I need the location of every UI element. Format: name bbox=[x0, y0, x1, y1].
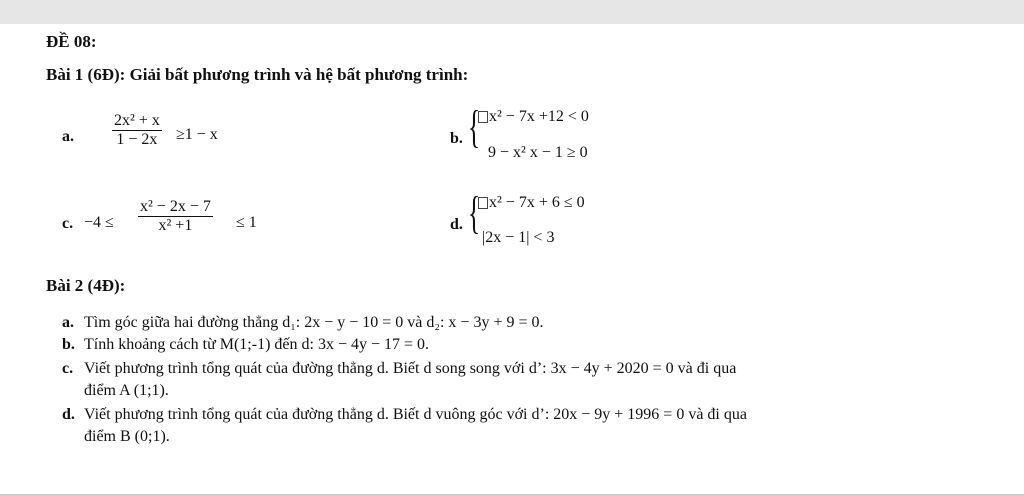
bai1-d-line1: x² − 7x + 6 ≤ 0 bbox=[478, 194, 585, 212]
bai1-c-rhs: ≤ 1 bbox=[236, 214, 257, 231]
bai1-c-label: c. bbox=[62, 215, 74, 232]
bai2-c-text-cont: điểm A (1;1). bbox=[84, 382, 169, 399]
bai1-c-lhs: −4 ≤ bbox=[84, 214, 114, 231]
bai2-a-label: a. bbox=[62, 314, 74, 331]
bai2-d-text: Viết phương trình tổng quát của đường thẳng d. Biết d vuông góc với d’: 20x − 9y + 1996 = 0 và đi qua bbox=[84, 406, 747, 423]
bai1-d-brace: { bbox=[468, 187, 481, 238]
bai1-a-label: a. bbox=[62, 128, 74, 145]
bai1-d-line2: |2x − 1| < 3 bbox=[482, 229, 555, 246]
bai2-a-text: Tìm góc giữa hai đường thẳng d₁: 2x − y − 10 = 0 và d₂: x − 3y + 9 = 0. bbox=[84, 314, 544, 331]
bai1-c-fraction bbox=[138, 198, 213, 235]
bai1-a-rhs: ≥1 − x bbox=[176, 126, 218, 143]
bai2-c-label: c. bbox=[62, 360, 74, 377]
bai1-b-line1: x² − 7x +12 < 0 bbox=[478, 108, 589, 126]
bai1-a-denominator: 1 − 2x bbox=[116, 131, 158, 148]
bai2-b-label: b. bbox=[62, 336, 75, 353]
bai2-heading: Bài 2 (4Đ): bbox=[46, 276, 126, 295]
bai1-d-label: d. bbox=[450, 216, 463, 233]
document-page bbox=[0, 24, 1024, 496]
bai1-b-brace: { bbox=[468, 101, 481, 152]
bai1-heading: Bài 1 (6Đ): Giải bất phương trình và hệ bất phương trình: bbox=[46, 65, 469, 84]
viewer-top-bar bbox=[0, 0, 1024, 24]
bai1-a-fraction bbox=[112, 112, 162, 149]
bai1-c-denominator: x² +1 bbox=[158, 217, 193, 234]
bai1-b-line2: 9 − x² x − 1 ≥ 0 bbox=[488, 144, 588, 161]
exam-title: ĐỀ 08: bbox=[46, 32, 97, 51]
bai1-b-label: b. bbox=[450, 130, 463, 147]
bai2-d-label: d. bbox=[62, 406, 75, 423]
missing-glyph-icon bbox=[478, 197, 488, 209]
bai1-a-numerator: 2x² + x bbox=[114, 112, 160, 129]
bai2-b-text: Tính khoảng cách từ M(1;-1) đến d: 3x − 4y − 17 = 0. bbox=[84, 336, 430, 353]
bai1-c-numerator: x² − 2x − 7 bbox=[140, 198, 211, 215]
missing-glyph-icon bbox=[478, 111, 488, 123]
bai2-c-text: Viết phương trình tổng quát của đường thẳng d. Biết d song song với d’: 3x − 4y + 2020 = 0 và đi qua bbox=[84, 360, 737, 377]
bai2-d-text-cont: điểm B (0;1). bbox=[84, 428, 170, 445]
